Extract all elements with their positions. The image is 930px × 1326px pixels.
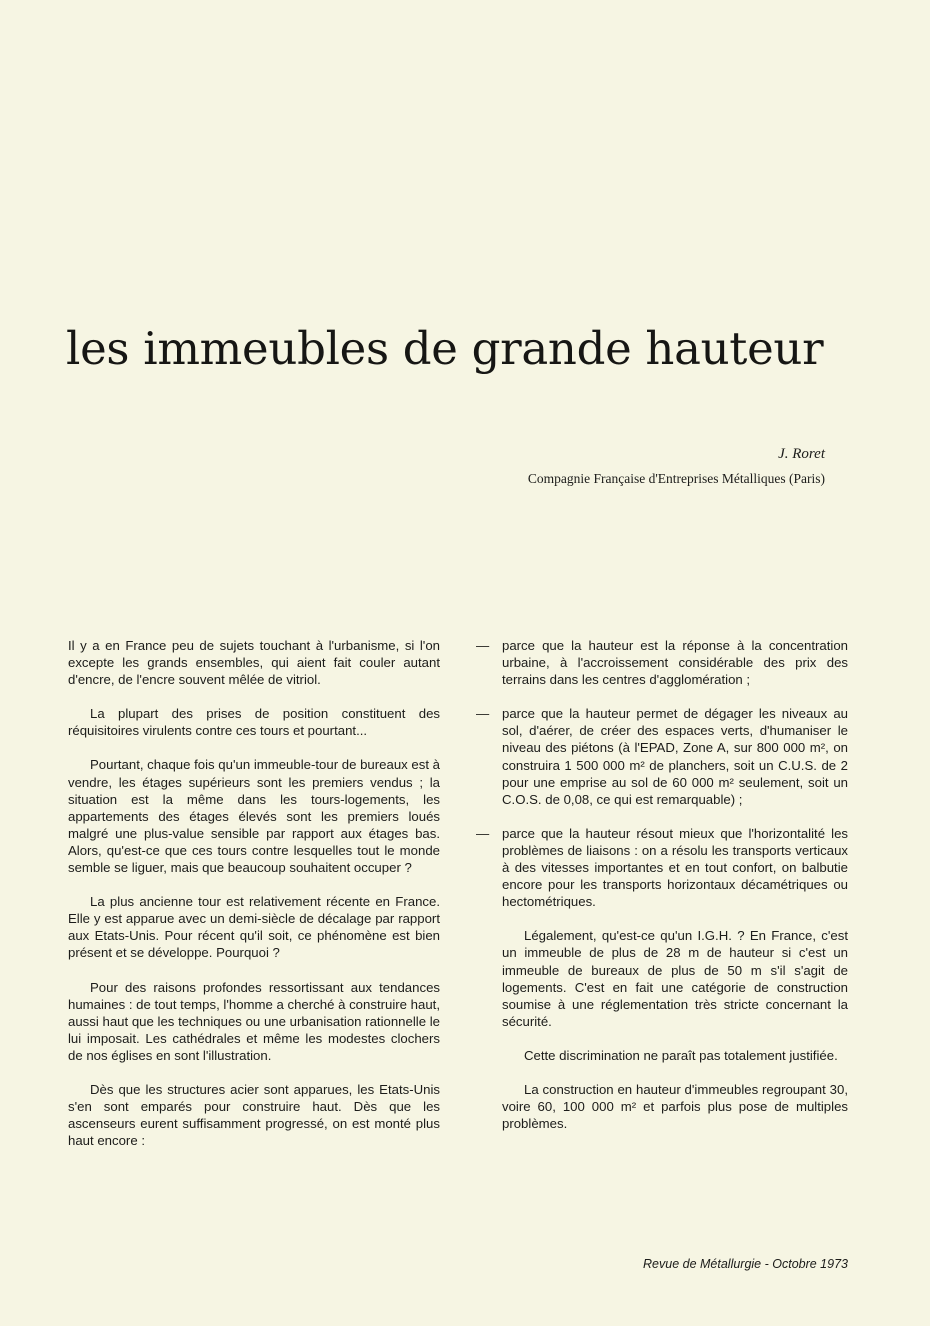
dash-marker: — <box>476 638 490 653</box>
list-item <box>476 637 848 688</box>
list-item-text: parce que la hauteur résout mieux que l'horizontalité les problèmes de liaisons : on a résolu les transports verticaux à des vitesses importantes et en tout confort, on balbutie encore pour les transports horizontaux décamétriques ou hectométriques. <box>502 825 848 910</box>
list-item <box>476 825 848 910</box>
page-footer: Revue de Métallurgie - Octobre 1973 <box>643 1257 848 1271</box>
paragraph: Pour des raisons profondes ressortissant aux tendances humaines : de tout temps, l'homme a cherché à construire haut, aussi haut que les techniques ou une urbanisation rationnelle le lui imposait. Les cathédrales et même les modestes clochers de nos églises en sont l'illustration. <box>68 979 440 1063</box>
dash-marker: — <box>476 706 490 722</box>
dash-marker: — <box>476 825 490 841</box>
paragraph: Pourtant, chaque fois qu'un immeuble-tour de bureaux est à vendre, les étages supérieurs sont les premiers vendus ; la situation est la même dans les tours-logements, les appartements des étages élevés sont les premiers loués malgré une plus-value sensible par rapport aux étages bas. Alors, qu'est-ce que ces tours contre lesquelles tout le monde semble se liguer, mais que beaucoup souhaitent occuper ? <box>68 757 441 876</box>
author-name: J. Roret <box>778 446 825 462</box>
paragraph: La plus ancienne tour est relativement récente en France. Elle y est apparue avec un demi-siècle de décalage par rapport aux Etats-Unis. Pour récent qu'il soit, ce phénomène est bien présent et se développe. Pourquoi ? <box>68 894 440 961</box>
paragraph: La construction en hauteur d'immeubles regroupant 30, voire 60, 100 000 m² et parfois plus pose de multiples problèmes. <box>502 1081 848 1132</box>
paragraph: La plupart des prises de position constituent des réquisitoires virulents contre ces tours et pourtant... <box>68 706 440 739</box>
paragraph: Il y a en France peu de sujets touchant à l'urbanisme, si l'on excepte les grands ensembles, qui aient fait couler autant d'encre, de l'encre souvent mêlée de vitriol. <box>68 638 440 688</box>
list-item-text: parce que la hauteur permet de dégager les niveaux au sol, d'aérer, de créer des espaces verts, d'humaniser le niveau des piétons (à l'EPAD, Zone A, sur 800 000 m², on construira 1 500 000 m² de planchers, soit un C.U.S. de 2 pour une emprise au sol de 60 000 m² seulement, soit un C.O.S. de 0,08, ce qui est remarquable) ; <box>502 706 848 807</box>
list-item-text: parce que la hauteur est la réponse à la concentration urbaine, à l'accroissement considérable des prix des terrains dans les centres d'agglomération ; <box>502 638 848 688</box>
paragraph: Légalement, qu'est-ce qu'un I.G.H. ? En France, c'est un immeuble de plus de 28 m de hauteur si c'est un immeuble de bureaux de plus de 50 m s'il s'agit de logements. C'est en fait une catégorie de construction soumise à une réglementation très stricte concernant la sécurité. <box>502 928 848 1029</box>
paragraph: Dès que les structures acier sont apparues, les Etats-Unis s'en sont emparés pour construire haut. Dès que les ascenseurs eurent suffisamment progressé, on est monté plus haut encore : <box>68 1081 440 1149</box>
list-item <box>476 705 848 808</box>
article-title: les immeubles de grande hauteur <box>66 322 824 375</box>
paragraph: Cette discrimination ne paraît pas totalement justifiée. <box>524 1047 838 1063</box>
author-affiliation: Compagnie Française d'Entreprises Métalliques (Paris) <box>527 471 825 486</box>
right-column <box>476 637 848 1149</box>
left-column <box>68 637 440 1166</box>
